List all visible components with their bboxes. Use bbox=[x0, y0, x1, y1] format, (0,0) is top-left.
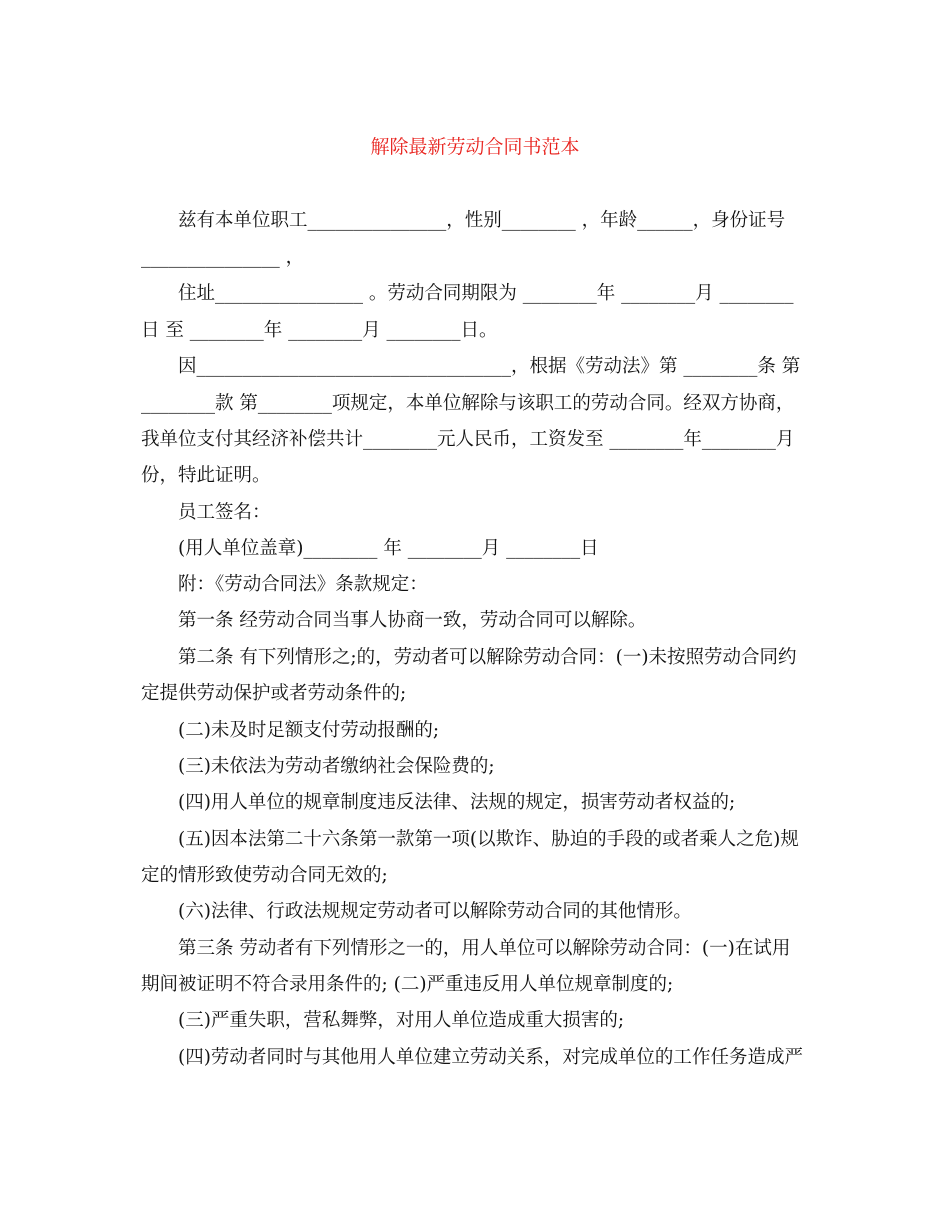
clause-line: 期间被证明不符合录用条件的; (二)严重违反用人单位规章制度的; bbox=[141, 974, 674, 995]
clause-line: 第一条 经劳动合同当事人协商一致，劳动合同可以解除。 bbox=[178, 610, 647, 631]
document-title: 解除最新劳动合同书范本 bbox=[370, 136, 580, 158]
appendix-heading: 附：《劳动合同法》条款规定： bbox=[178, 574, 428, 595]
employee-signature-label: 员工签名： bbox=[178, 502, 271, 523]
clause-line: 定提供劳动保护或者劳动条件的; bbox=[141, 683, 407, 704]
clause-line: (六)法律、行政法规规定劳动者可以解除劳动合同的其他情形。 bbox=[178, 901, 692, 922]
body-line: 因__________________________________，根据《劳动法》第 ________条 第 bbox=[178, 356, 801, 377]
clause-line: (四)用人单位的规章制度违反法律、法规的规定，损害劳动者权益的; bbox=[178, 792, 736, 813]
body-line: 份，特此证明。 bbox=[141, 465, 271, 486]
clause-line: (四)劳动者同时与其他用人单位建立劳动关系，对完成单位的工作任务造成严 bbox=[178, 1047, 803, 1068]
body-line: ________款 第________项规定，本单位解除与该职工的劳动合同。经双方协商， bbox=[141, 393, 795, 414]
body-line: _______________ ， bbox=[141, 247, 305, 268]
clause-line: (二)未及时足额支付劳动报酬的; bbox=[178, 720, 440, 741]
clause-line: 定的情形致使劳动合同无效的; bbox=[141, 865, 388, 886]
clause-line: (三)严重失职，营私舞弊，对用人单位造成重大损害的; bbox=[178, 1010, 625, 1031]
clause-line: 第二条 有下列情形之;的，劳动者可以解除劳动合同：(一)未按照劳动合同约 bbox=[178, 647, 797, 668]
body-line: 住址________________ 。劳动合同期限为 ________年 ________月 ________ bbox=[178, 283, 794, 304]
clause-line: 第三条 劳动者有下列情形之一的，用人单位可以解除劳动合同：(一)在试用 bbox=[178, 938, 791, 959]
body-line: 我单位支付其经济补偿共计________元人民币，工资发至 ________年________月 bbox=[141, 429, 795, 450]
clause-line: (五)因本法第二十六条第一款第一项(以欺诈、胁迫的手段的或者乘人之危)规 bbox=[178, 829, 799, 850]
body-line: 日 至 ________年 ________月 ________日。 bbox=[141, 320, 498, 341]
employer-seal-line: (用人单位盖章)________ 年 ________月 ________日 bbox=[178, 538, 599, 559]
body-line: 兹有本单位职工_______________，性别________ ，年龄______，身份证号 bbox=[178, 210, 786, 231]
clause-line: (三)未依法为劳动者缴纳社会保险费的; bbox=[178, 756, 495, 777]
